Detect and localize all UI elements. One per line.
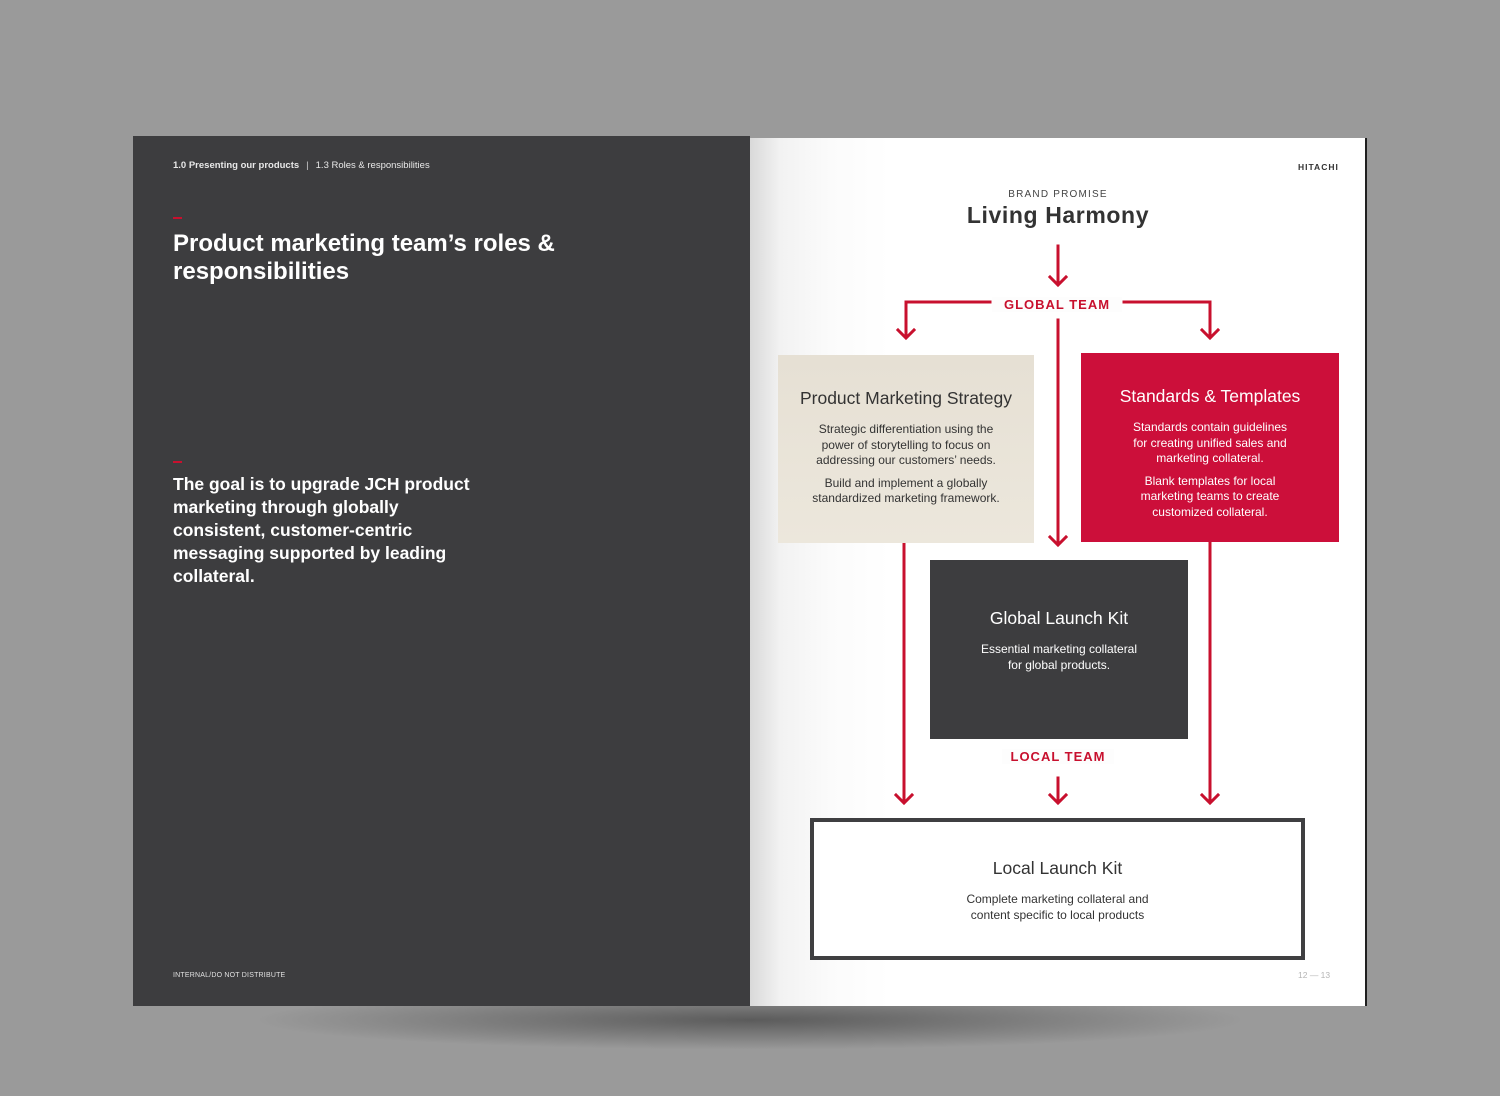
local-launch-kit-box <box>810 818 1305 960</box>
page-numbers: 12 — 13 <box>1298 970 1331 980</box>
global-launch-kit-title: Global Launch Kit <box>989 608 1129 628</box>
breadcrumb-subsection: 1.3 Roles & responsibilities <box>315 160 430 171</box>
arrow-global-to-standards <box>1124 302 1210 337</box>
breadcrumb-section: 1.0 Presenting our products <box>173 160 300 171</box>
breadcrumb-separator: | <box>306 160 309 171</box>
arrow-global-to-strategy <box>906 302 990 337</box>
brand-promise-label: BRAND PROMISE <box>1008 189 1108 200</box>
right-page <box>750 138 1367 1006</box>
global-launch-kit-box <box>930 560 1188 739</box>
brand-promise-title: Living Harmony <box>966 202 1150 228</box>
standards-text-2: Blank templates for local marketing teams to create customized collateral. <box>1140 473 1280 519</box>
brochure-spread <box>133 136 1367 1006</box>
strategy-text-2: Build and implement a globally standardized marketing framework. <box>812 475 1000 505</box>
strategy-text-1: Strategic differentiation using the power of storytelling to focus on addressing our customers’ needs. <box>816 422 996 467</box>
local-launch-kit-text: Complete marketing collateral and content specific to local products <box>966 892 1149 922</box>
confidentiality-footer: INTERNAL/DO NOT DISTRIBUTE <box>173 972 286 979</box>
local-launch-kit-title: Local Launch Kit <box>992 858 1123 878</box>
goal-statement: The goal is to upgrade JCH product marketing through globally consistent, customer-centric messaging supported by leading collateral. <box>173 474 470 586</box>
standards-templates-box <box>1081 353 1339 542</box>
strategy-title: Product Marketing Strategy <box>799 388 1013 408</box>
page-title: Product marketing team’s roles & responsibilities <box>173 230 555 285</box>
global-launch-kit-text: Essential marketing collateral for global products. <box>980 642 1138 672</box>
hitachi-logo: HITACHI <box>1298 162 1339 172</box>
red-accent-mark <box>173 461 182 463</box>
standards-text-1: Standards contain guidelines for creating unified sales and marketing collateral. <box>1132 420 1288 465</box>
local-team-label: LOCAL TEAM <box>1002 749 1114 764</box>
red-accent-mark <box>173 217 182 219</box>
left-page <box>133 136 750 1006</box>
breadcrumb <box>173 160 430 171</box>
standards-title: Standards & Templates <box>1119 386 1301 406</box>
global-team-label: GLOBAL TEAM <box>992 297 1122 312</box>
product-marketing-strategy-box <box>778 355 1034 543</box>
